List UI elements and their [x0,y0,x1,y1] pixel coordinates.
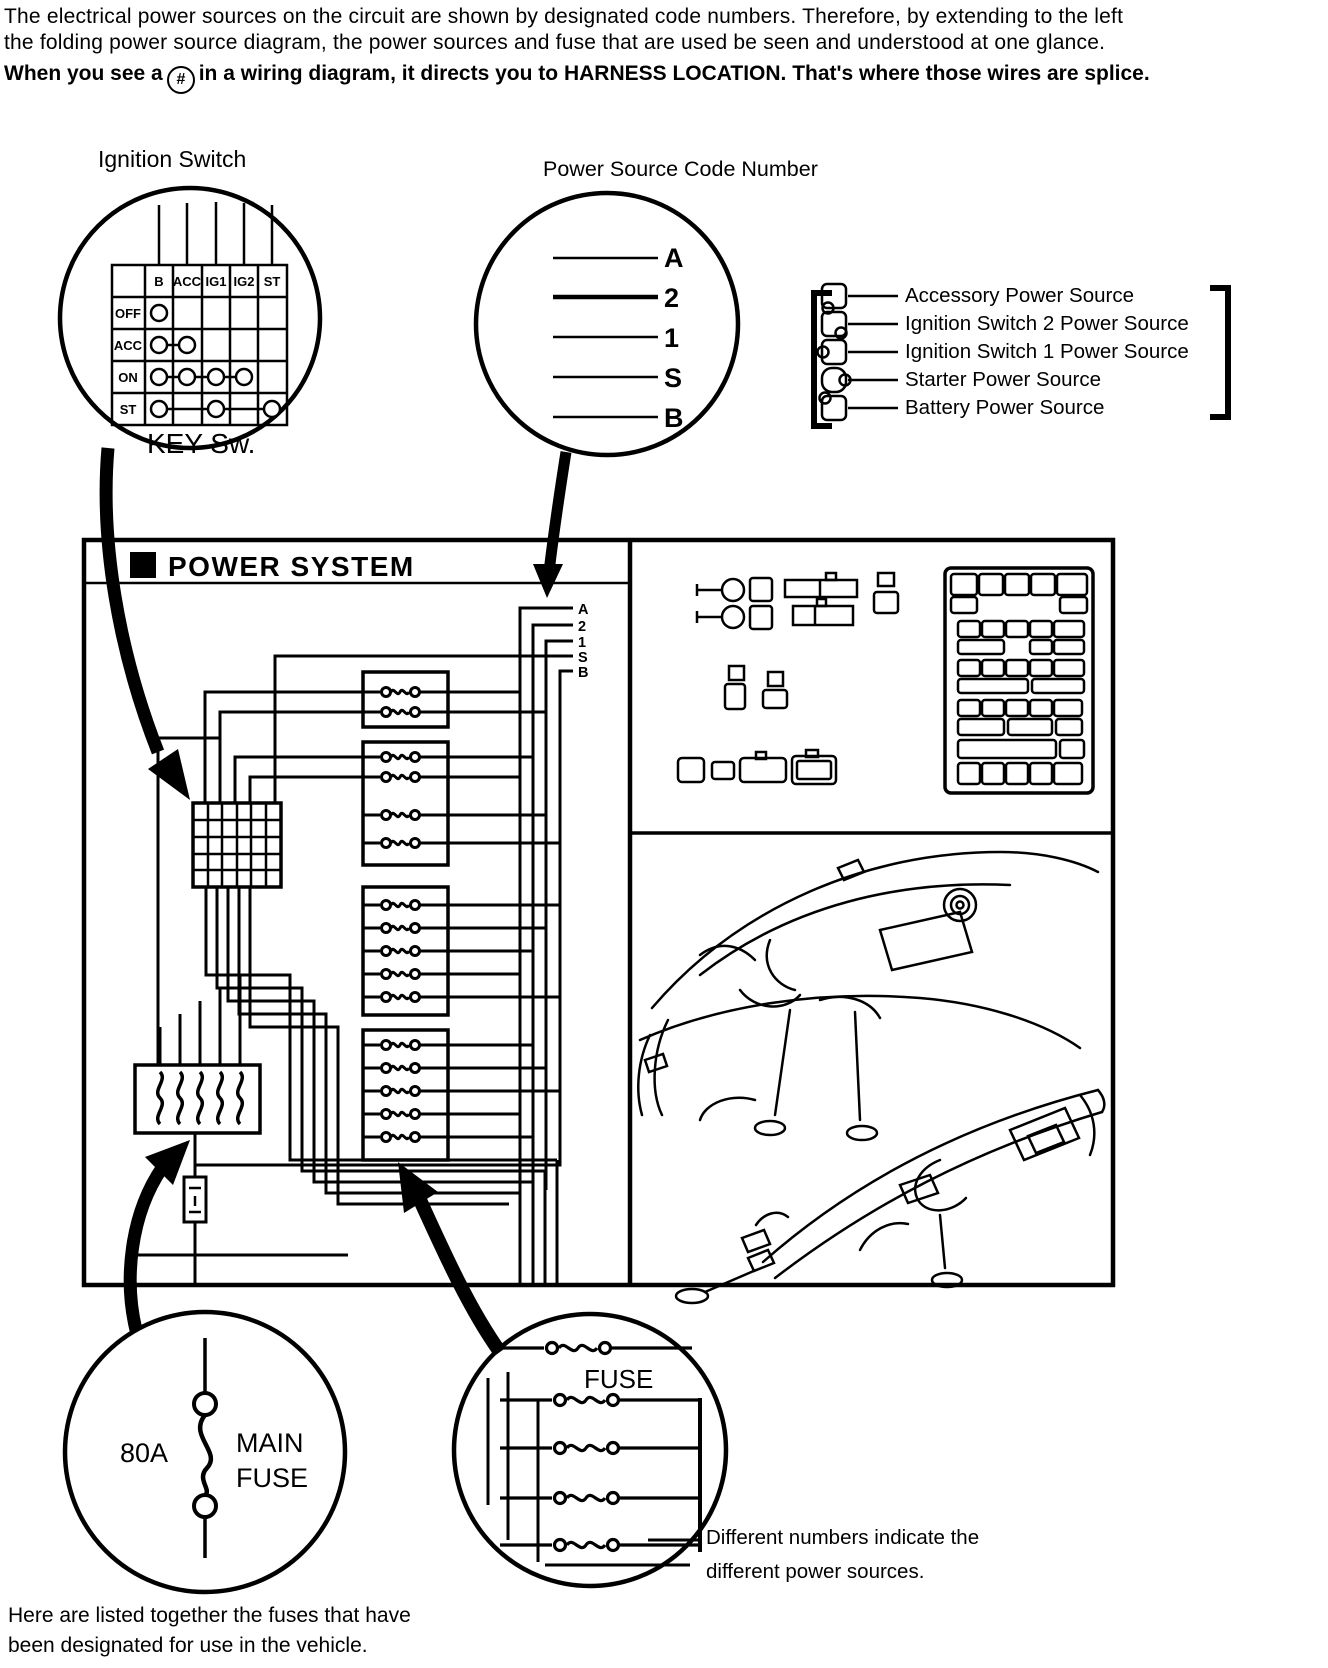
bus-label-a: A [578,602,589,618]
fuse-panel-layout [945,568,1093,793]
legend-label-accessory: Accessory Power Source [905,284,1135,307]
row-header-st: ST [119,402,137,417]
ignition-switch-1-power-icon [818,340,847,364]
code-b: B [664,403,684,433]
col-header-b: B [154,274,164,289]
fuse-caption-line-2: different power sources. [706,1560,925,1583]
col-header-ig2: IG2 [233,274,255,289]
battery-symbol [184,1177,206,1222]
intro-line-2: the folding power source diagram, the power sources and fuse that are used be seen and understood at one glance. [4,31,1106,54]
footer-line-1: Here are listed together the fuses that have [8,1604,411,1627]
fuse-group-boxes [363,672,448,1160]
legend-label-ig1: Ignition Switch 1 Power Source [905,340,1189,363]
fuse-to-diagram-arrow [420,1200,500,1352]
ignition-switch-title: Ignition Switch [98,146,247,172]
row-header-acc: ACC [113,338,143,353]
main-fuse-symbol [194,1338,216,1558]
code-s: S [664,363,683,393]
note-suffix: in a wiring diagram, it directs you to HARNESS LOCATION. That's where those wires are splice. [198,62,1150,85]
key-switch-risers [159,202,272,265]
bus-labels [578,602,589,681]
harness-location-panel [638,852,1104,1303]
accessory-power-icon [822,284,846,314]
intro-line-1: The electrical power sources on the circuit are shown by designated code numbers. Therefore, by extending to the left [4,5,1124,28]
key-sw-caption: KEY Sw. [147,428,256,459]
code-1: 1 [664,323,680,353]
fuse-caption-line-1: Different numbers indicate the [706,1526,980,1549]
code-to-diagram-arrow [549,452,566,572]
ignition-connector-grid [193,803,281,887]
fuse-detail-title: FUSE [584,1364,654,1394]
connector-symbols [678,573,898,784]
row-header-off: OFF [115,306,141,321]
relay-symbols [697,578,772,629]
code-2: 2 [664,283,680,313]
power-source-circle [476,193,738,455]
note-prefix: When you see a [4,62,163,85]
starter-power-icon [822,368,851,392]
ignition-switch-2-power-icon [822,312,847,339]
col-header-st: ST [263,274,281,289]
col-header-ig1: IG1 [205,274,227,289]
bus-label-1: 1 [578,635,587,651]
main-fuse-label-2: FUSE [236,1463,309,1493]
section-square-icon [130,552,156,578]
footer-line-2: been designated for use in the vehicle. [8,1634,368,1657]
main-fuse-inset [65,1312,345,1592]
col-header-acc: ACC [172,274,202,289]
power-system-title: POWER SYSTEM [168,551,415,582]
row-header-on: ON [118,370,138,385]
mainfuse-to-diagram-arrow [130,1168,162,1330]
battery-power-icon [820,393,847,421]
main-fuse-block [135,1065,260,1133]
power-source-code-inset [476,193,738,455]
fuse-detail-inset [454,1314,726,1586]
bus-label-s: S [578,650,588,666]
bus-label-b: B [578,665,589,681]
code-a: A [664,243,684,273]
main-fuse-rating: 80A [119,1438,168,1468]
code-lines [553,258,658,417]
legend-right-bracket [1210,288,1228,417]
dashboard-illustration [676,1090,1104,1303]
ignition-switch-inset [60,188,320,459]
power-source-legend [814,284,1228,426]
ignition-to-diagram-arrow [106,448,158,752]
component-location-panel [678,568,1093,793]
legend-label-ig2: Ignition Switch 2 Power Source [905,312,1189,335]
legend-label-starter: Starter Power Source [905,368,1101,391]
main-fuse-label-1: MAIN [236,1428,304,1458]
engine-bay-illustration [638,852,1098,1140]
wiring-network [130,608,573,1283]
harness-number-icon: # [167,66,195,94]
power-source-code-title: Power Source Code Number [543,157,818,181]
legend-label-battery: Battery Power Source [905,396,1105,419]
bus-label-2: 2 [578,619,587,635]
